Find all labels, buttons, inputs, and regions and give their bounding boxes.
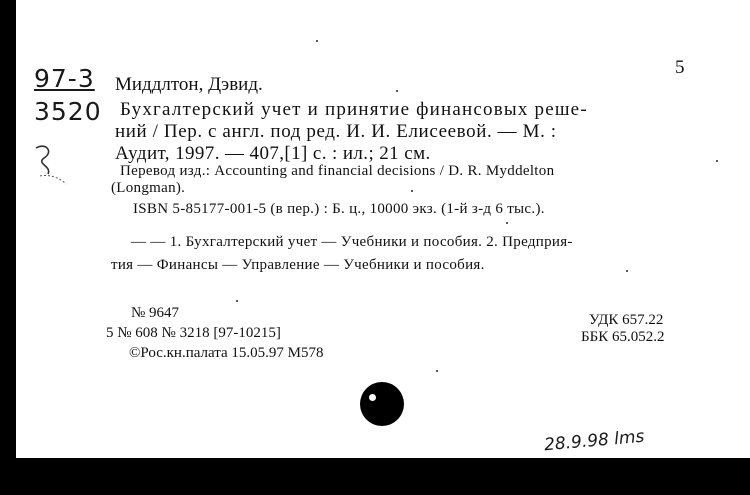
title-line-3: Аудит, 1997. — 407,[1] с. : ил.; 21 см. bbox=[115, 143, 431, 164]
handwritten-date: 28.9.98 lms bbox=[543, 426, 646, 456]
catalog-card bbox=[16, 0, 750, 458]
title-line-2: ний / Пер. с англ. под ред. И. И. Елисеевой. — М. : bbox=[115, 121, 557, 142]
isbn-line: ISBN 5-85177-001-5 (в пер.) : Б. ц., 10000 экз. (1-й з-д 6 тыс.). bbox=[133, 201, 545, 217]
stamp-smudge bbox=[26, 140, 72, 190]
record-ids: 5 № 608 № 3218 [97-10215] bbox=[106, 325, 281, 341]
punch-hole bbox=[360, 382, 404, 426]
subject-line-2: тия — Финансы — Управление — Учебники и пособия. bbox=[111, 257, 485, 273]
udk-code: УДК 657.22 bbox=[589, 312, 664, 328]
call-number-line1: 97-3 bbox=[34, 64, 95, 93]
translation-line-1: Перевод изд.: Accounting and financial decisions / D. R. Myddelton bbox=[120, 163, 555, 179]
translation-line-2: (Longman). bbox=[111, 180, 186, 196]
copyright-line: ©Рос.кн.палата 15.05.97 М578 bbox=[129, 345, 324, 361]
title-line-1: Бухгалтерский учет и принятие финансовых реше- bbox=[120, 99, 588, 120]
page-number: 5 bbox=[675, 57, 685, 78]
author-heading: Миддлтон, Дэвид. bbox=[115, 74, 263, 95]
record-number: № 9647 bbox=[131, 305, 180, 321]
bbk-code: ББК 65.052.2 bbox=[581, 329, 665, 345]
subject-line-1: — — 1. Бухгалтерский учет — Учебники и пособия. 2. Предприя- bbox=[131, 234, 573, 250]
call-number-line2: 3520 bbox=[34, 97, 102, 126]
